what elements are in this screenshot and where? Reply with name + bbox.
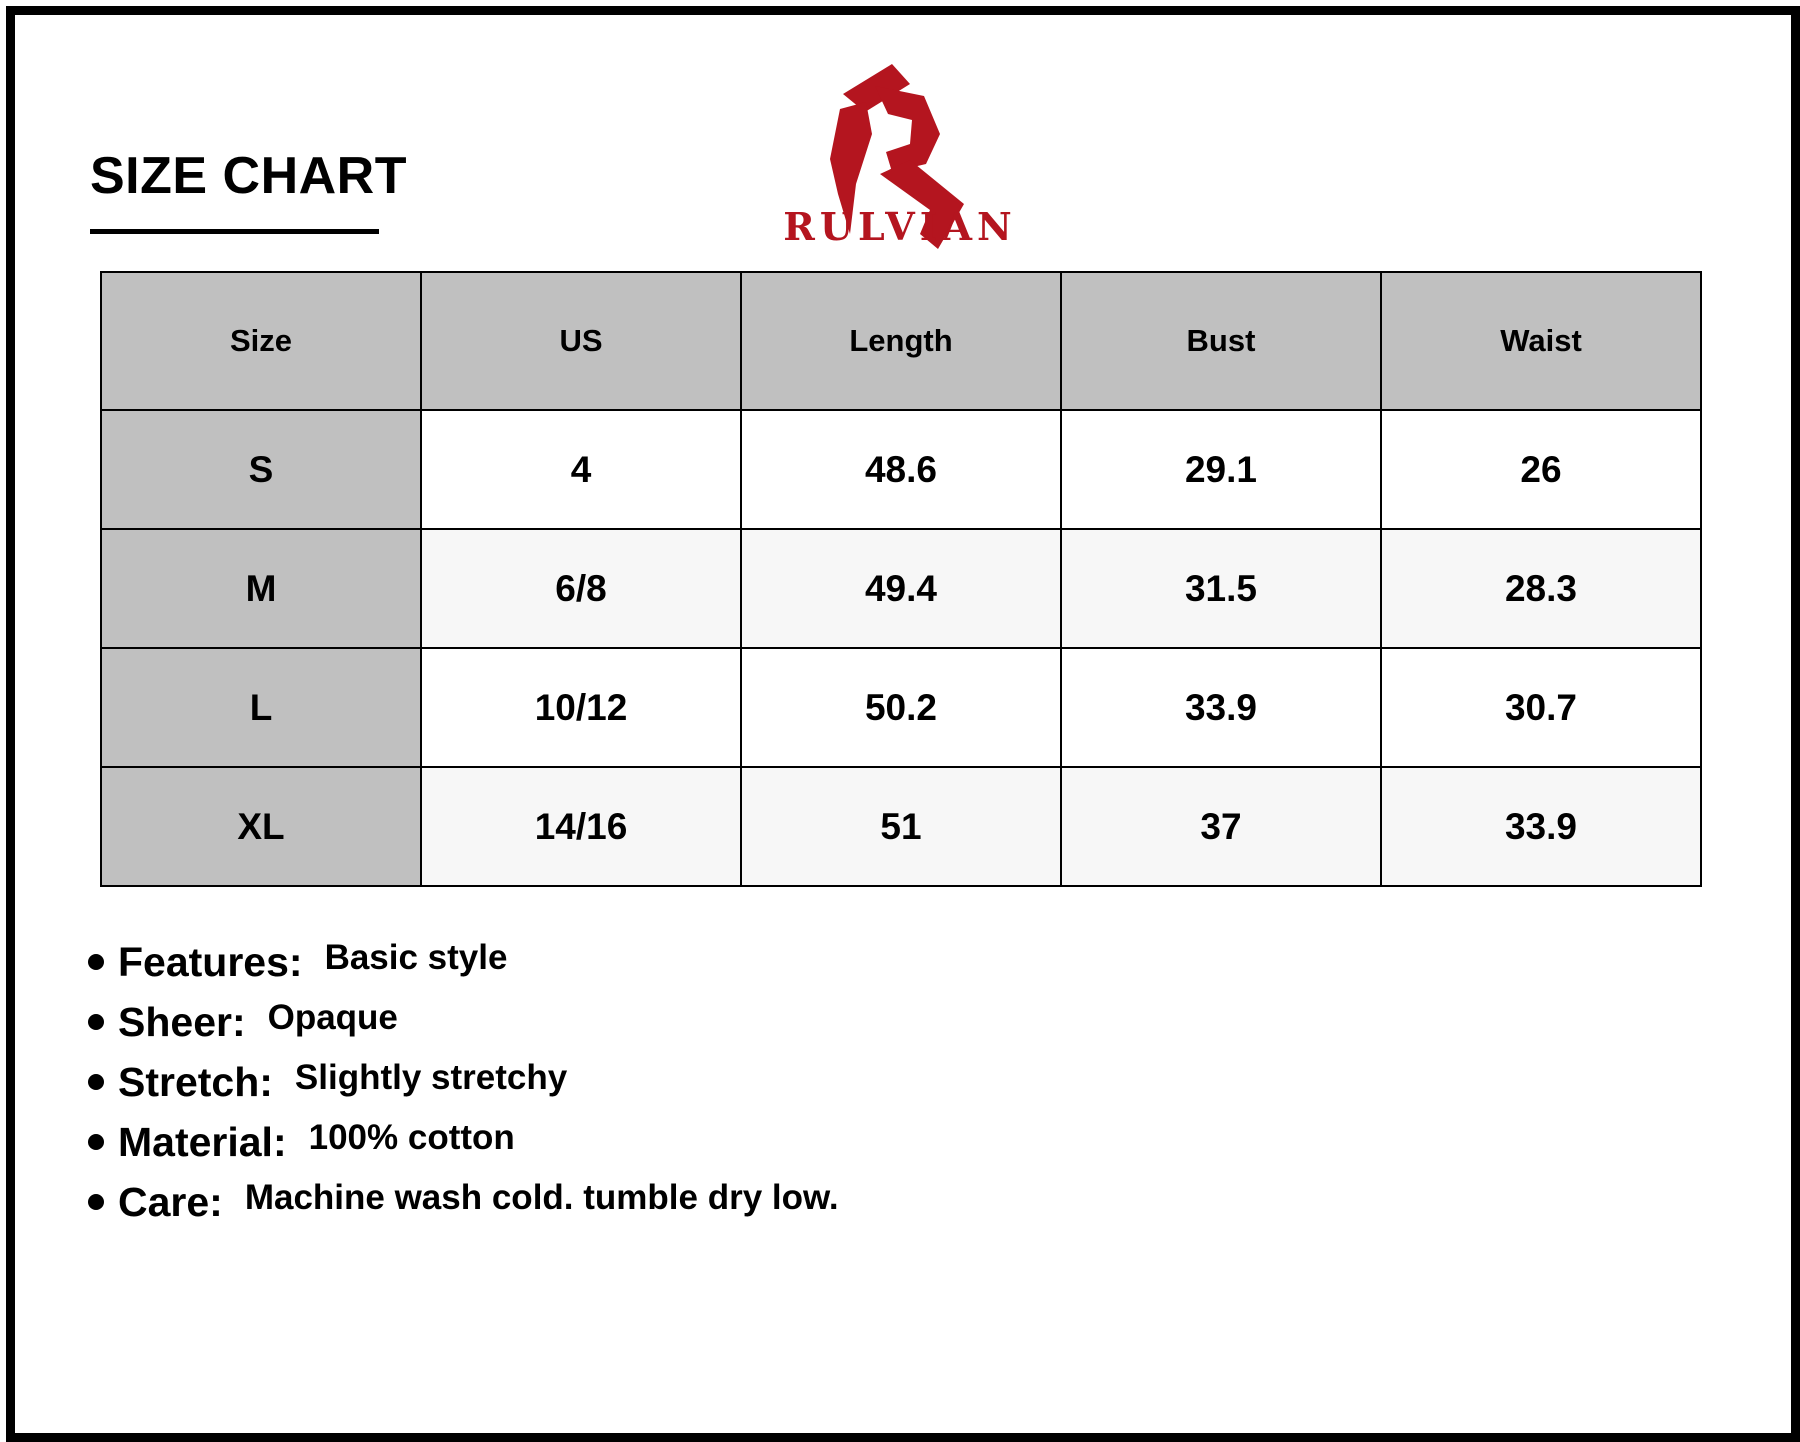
product-details-list [88,932,839,1232]
column-header-length: Length [741,272,1061,410]
waist-cell: 33.9 [1381,767,1701,886]
size-cell: S [101,410,421,529]
column-header-us: US [421,272,741,410]
detail-label: Features: [118,938,303,985]
waist-cell: 30.7 [1381,648,1701,767]
bullet-icon [88,1194,104,1210]
us-cell: 4 [421,410,741,529]
size-cell: L [101,648,421,767]
detail-label: Material: [118,1118,287,1165]
length-cell: 51 [741,767,1061,886]
detail-value: Machine wash cold. tumble dry low. [244,1178,839,1217]
list-item [88,1112,839,1172]
detail-value: Opaque [267,998,398,1037]
list-item [88,992,839,1052]
detail-value: 100% cotton [308,1118,515,1157]
column-header-size: Size [101,272,421,410]
waist-cell: 28.3 [1381,529,1701,648]
us-cell: 10/12 [421,648,741,767]
size-table [100,271,1702,887]
length-cell: 49.4 [741,529,1061,648]
column-header-bust: Bust [1061,272,1381,410]
table-row [101,410,1701,529]
column-header-waist: Waist [1381,272,1701,410]
bullet-icon [88,954,104,970]
table-header-row [101,272,1701,410]
bust-cell: 31.5 [1061,529,1381,648]
detail-value: Basic style [324,938,508,977]
table-row [101,529,1701,648]
list-item [88,932,839,992]
waist-cell: 26 [1381,410,1701,529]
detail-label: Care: [118,1178,223,1225]
page-title: SIZE CHART [90,147,407,205]
size-cell: M [101,529,421,648]
bust-cell: 33.9 [1061,648,1381,767]
bullet-icon [88,1074,104,1090]
size-cell: XL [101,767,421,886]
length-cell: 50.2 [741,648,1061,767]
table-row [101,767,1701,886]
bust-cell: 37 [1061,767,1381,886]
bullet-icon [88,1134,104,1150]
detail-label: Stretch: [118,1058,273,1105]
brand-name: RULVIAN [783,204,1017,249]
title-underline [90,229,379,234]
us-cell: 6/8 [421,529,741,648]
list-item [88,1172,839,1232]
detail-value: Slightly stretchy [294,1058,568,1097]
detail-label: Sheer: [118,998,246,1045]
list-item [88,1052,839,1112]
length-cell: 48.6 [741,410,1061,529]
bullet-icon [88,1014,104,1030]
us-cell: 14/16 [421,767,741,886]
table-row [101,648,1701,767]
bust-cell: 29.1 [1061,410,1381,529]
